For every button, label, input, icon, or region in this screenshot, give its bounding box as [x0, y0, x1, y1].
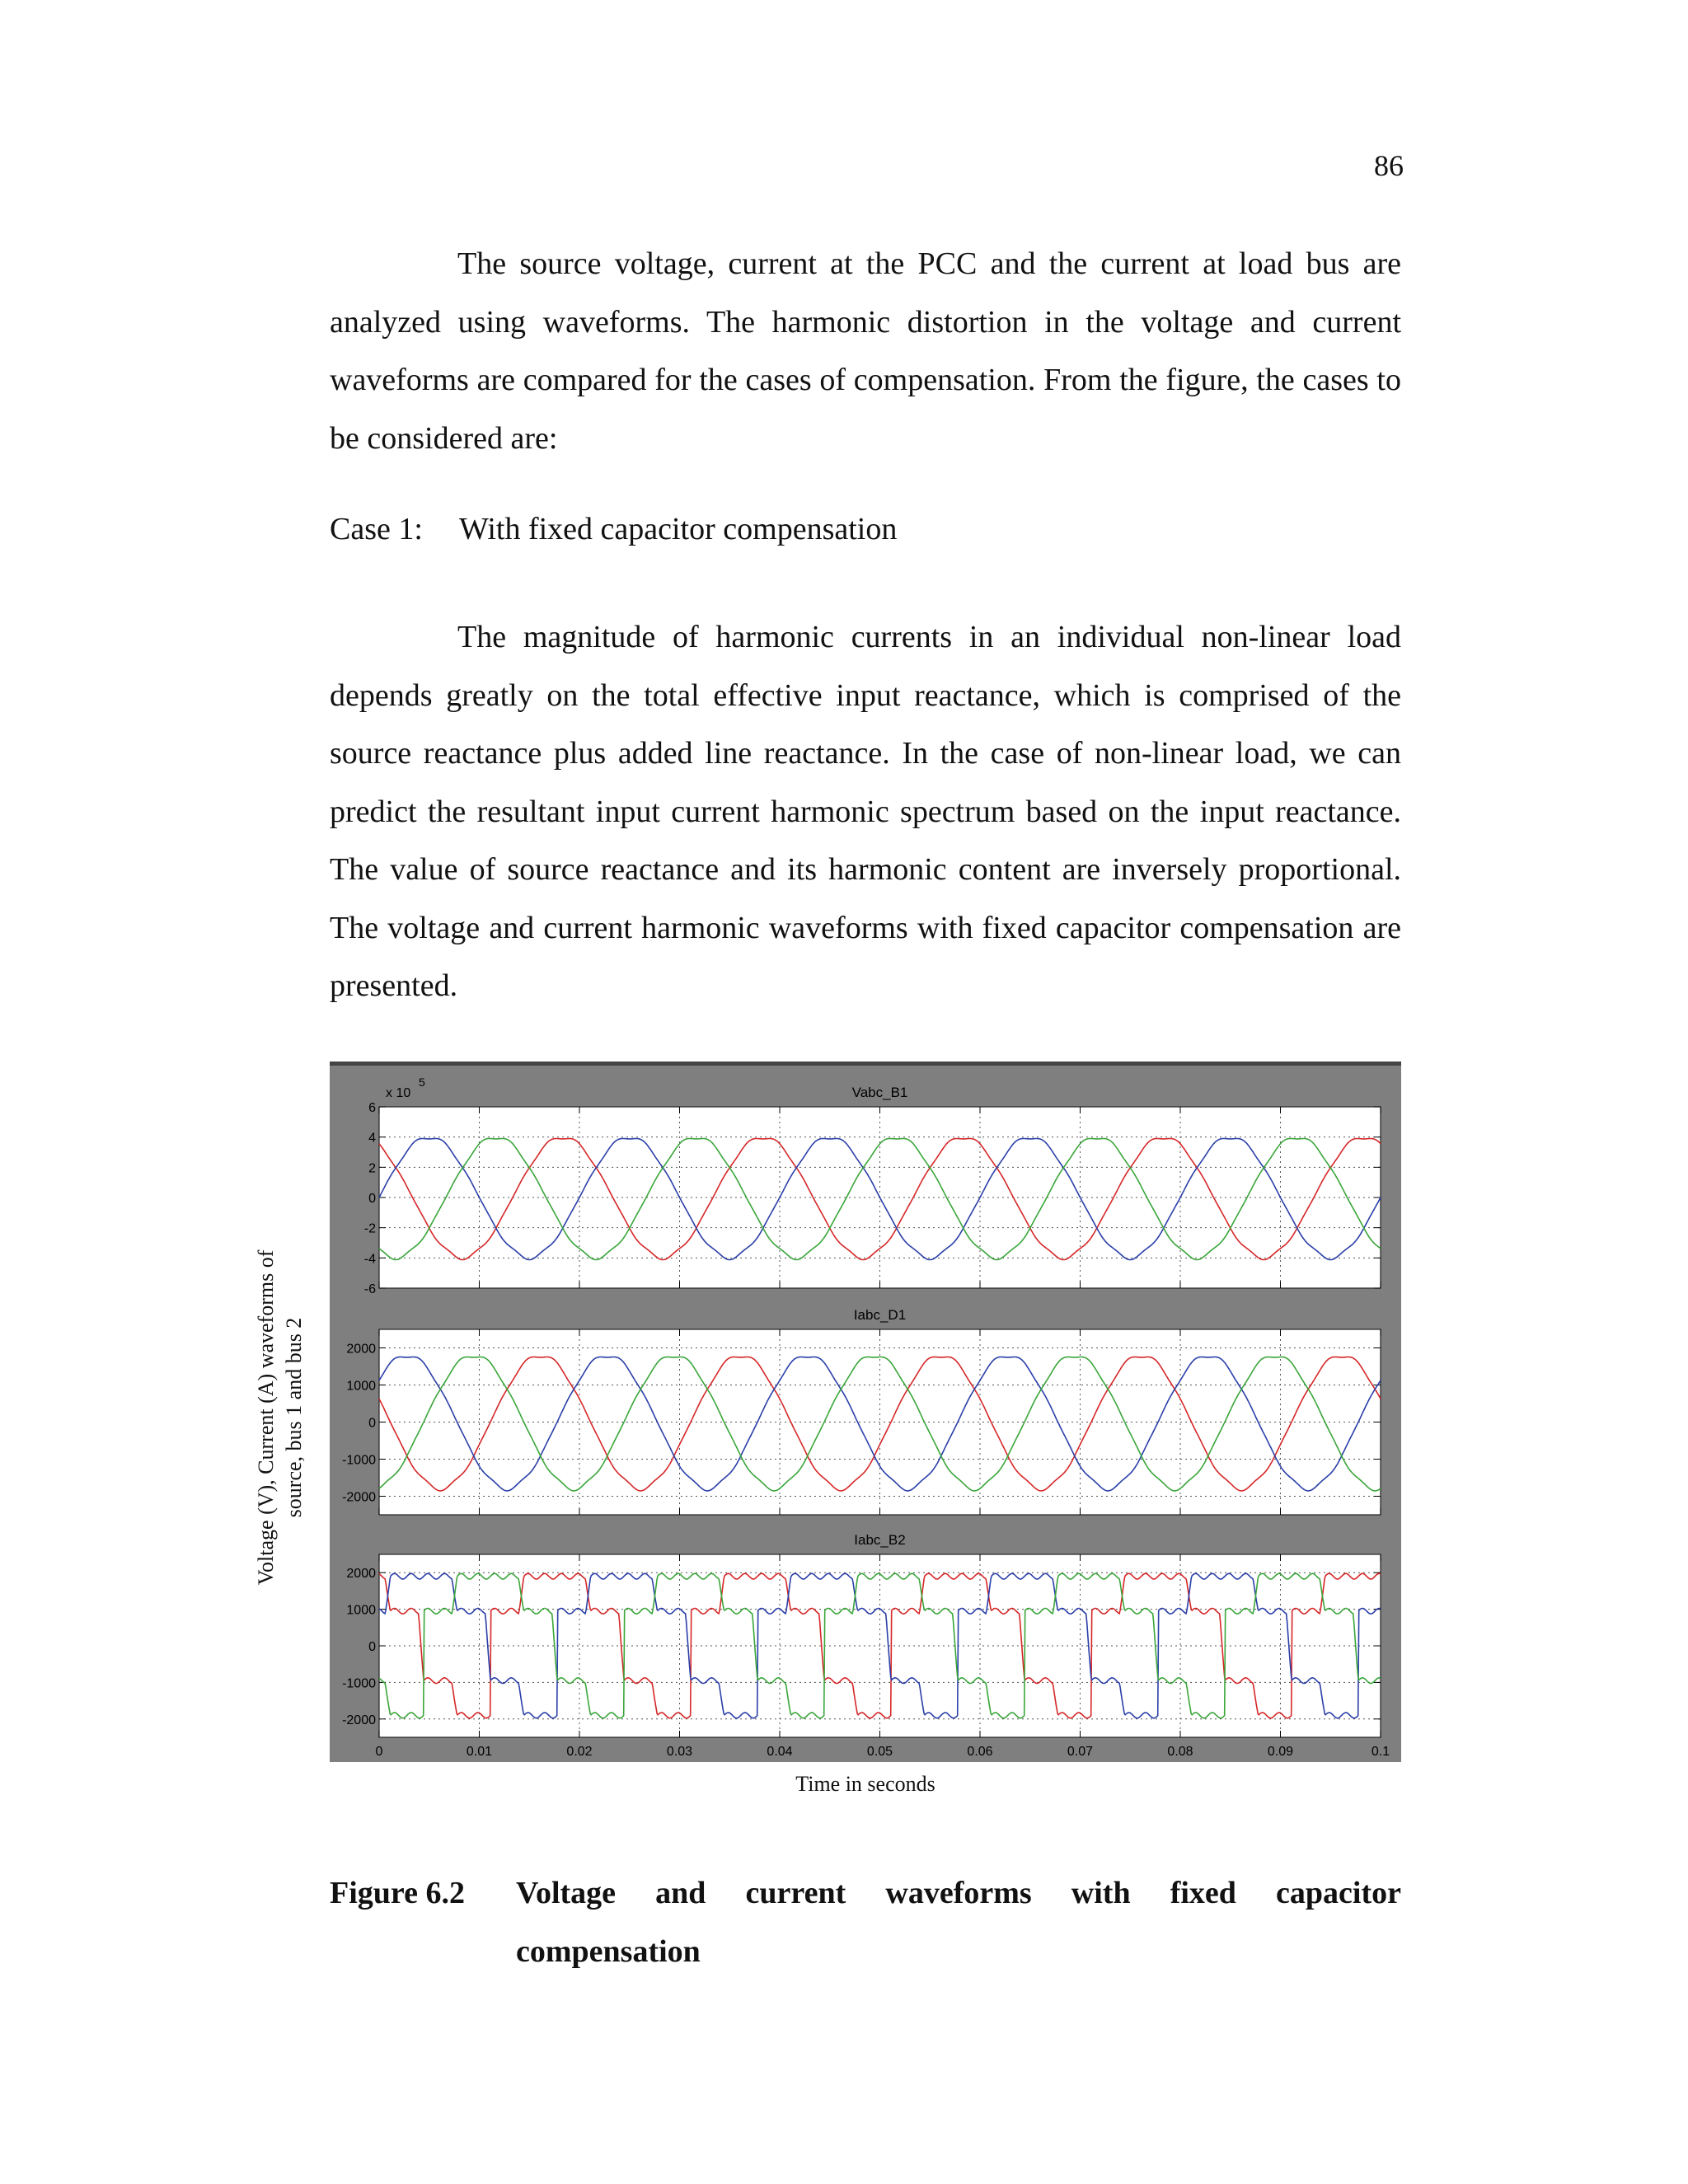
panel-Iabc_B2: [342, 1532, 1390, 1759]
y-tick-label: -6: [363, 1282, 376, 1296]
x-tick-label: 0.01: [466, 1745, 493, 1759]
case-heading: [330, 511, 897, 547]
panel-title: Iabc_D1: [853, 1307, 907, 1323]
x-tick-label: 0.03: [666, 1745, 693, 1759]
y-tick-label: 6: [368, 1101, 376, 1115]
paragraph-body: The magnitude of harmonic currents in an individual non-linear load depends greatly on the total effective input reactance, which is comprised of the source reactance plus added line reactance. In the case of non-linear load, we can predict the resultant input current harmonic spectrum based on the input reactance. The value of source reactance and its harmonic content are inversely proportional. The voltage and current harmonic waveforms with fixed capacitor compensation are presented.: [330, 620, 1401, 1003]
paragraph-intro: The source voltage, current at the PCC and the current at load bus are analyzed using waveforms. The harmonic distortion in the voltage and current waveforms are compared for the cases of compensation. From the figure, the cases to be considered are:: [330, 246, 1401, 456]
y-tick-label: -4: [363, 1252, 376, 1267]
y-tick-label: -2: [363, 1221, 376, 1236]
y-tick-label: 0: [368, 1192, 376, 1206]
waveform-plots: [330, 1062, 1401, 1762]
x-tick-label: 0.04: [767, 1745, 793, 1759]
y-tick-label: 2: [368, 1161, 376, 1176]
x-tick-label: 0.02: [566, 1745, 593, 1759]
panel-Iabc_D1: [342, 1307, 1381, 1515]
y-tick-label: 1000: [346, 1603, 376, 1618]
panel-Vabc_B1: [364, 1076, 1381, 1296]
y-tick-label: 1000: [346, 1379, 376, 1394]
y-tick-label: -1000: [342, 1676, 376, 1691]
y-tick-label: 4: [368, 1131, 376, 1146]
figure-number: Figure 6.2: [330, 1876, 465, 1910]
waveform-figure: [330, 1062, 1401, 1762]
y-exponent-power: 5: [419, 1076, 425, 1089]
x-tick-label: 0.08: [1167, 1745, 1193, 1759]
x-tick-label: 0.07: [1067, 1745, 1094, 1759]
x-tick-label: 0: [375, 1745, 383, 1759]
y-axis-label-line-2: source, bus 1 and bus 2: [282, 1317, 306, 1518]
y-tick-label: 2000: [346, 1342, 376, 1357]
y-exponent: x 10: [386, 1086, 411, 1100]
y-tick-label: 0: [368, 1640, 376, 1654]
y-tick-label: 2000: [346, 1567, 376, 1582]
figure-caption: [330, 1864, 1401, 1980]
y-tick-label: -1000: [342, 1453, 376, 1468]
case-label: Case 1:: [330, 512, 423, 546]
figure-caption-text: Voltage and current waveforms with fixed capacitor compensation: [516, 1876, 1401, 1969]
panel-title: Vabc_B1: [851, 1085, 908, 1100]
y-tick-label: 0: [368, 1416, 376, 1431]
page-number: 86: [1374, 149, 1404, 182]
case-title: With fixed capacitor compensation: [459, 512, 898, 546]
x-tick-label: 0.1: [1371, 1745, 1390, 1759]
y-tick-label: -2000: [342, 1713, 376, 1727]
figure-top-border: [330, 1062, 1401, 1066]
figure-y-axis-label: [247, 1228, 313, 1607]
x-tick-label: 0.05: [866, 1745, 893, 1759]
x-tick-label: 0.09: [1267, 1745, 1294, 1759]
x-tick-label: 0.06: [967, 1745, 993, 1759]
y-tick-label: -2000: [342, 1490, 376, 1505]
y-axis-label-line-1: Voltage (V), Current (A) waveforms of: [254, 1249, 278, 1586]
x-axis-caption: Time in seconds: [795, 1772, 935, 1796]
panel-title: Iabc_B2: [854, 1532, 906, 1548]
